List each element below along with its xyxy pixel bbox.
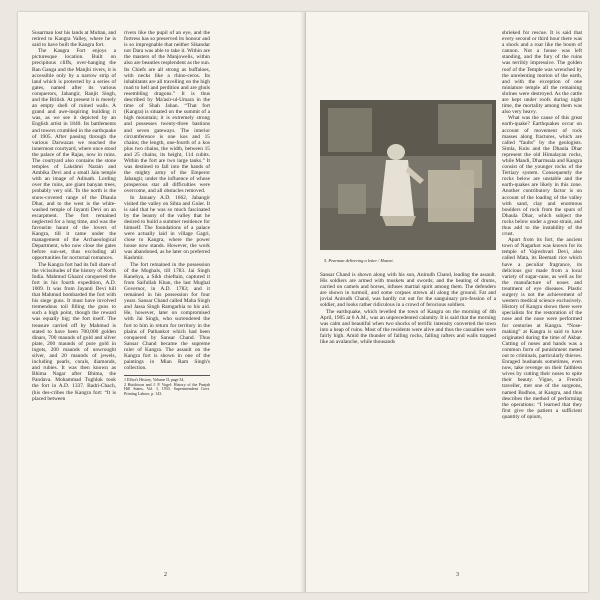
right-column-top <box>502 30 582 570</box>
paragraph: Susarman lost his lands at Multan, and retired to Kangra Valley, where he is said to have built the Kangra fort. <box>32 30 116 49</box>
paragraph: The Kangra fort had its full share of the vicissitudes of the history of North India. Mahmud Ghazni conquered the fort in his fourth expedition, A.D. 1009. It was from Jayanti Devi hill that Mahmud bombarded the fort with his siege guns. It must have involved tremendous toil filling the guns to such a high point, though the reward was equally big; the fort itself. The treasure carried off by Mahmud is stated to have been 700,000 golden dinars, 700 maunds of gold and silver plate, 200 maunds of pure gold in ingots, 200 maunds of unwrought silver, and 20 maunds of jewels, including pearls, corals, diamonds, and rubies. It was then known as Bhima Nagar after Bhima, the Pandava. Mohammad Tughluk took the fort in A.D. 1337. Badri-Chach, (his des-cribes the Kangra fort: “It is placed between <box>32 261 116 402</box>
left-column-2 <box>124 30 210 570</box>
right-page <box>306 12 588 592</box>
paragraph: Sansar Chand is shown along with his son, Anirudh Chand, leading the assault. His soldiers are armed with muskets and swords; and the beating of drums, carried on camels and horses, infuses martial spirit among them. The defenders are shown in turmoil, and some corpses strewn all along the ground. Fat and jovial Anirudh Chand, was hardly cut out for the sanguinary pro-fession of a soldier, and looks rather ridiculous in a crowd of ferocious soldiers. <box>320 272 496 309</box>
paragraph: Apart from its fort, the ancient town of Nagarkot was known for its temple of Vajreshvari Devi, also called Mata, its Beemati rice which have a peculiar fragrance, its delicious gur made from a local variety of sugar-cane, as well as for the manufacture of noses and treatment of eye diseases. Plastic surgery is not the achievement of western medical science exclusively. History of Kangra shows there were specialists for the restoration of the nose and the nose were performed for centuries at Kangra. “Nose-making” at Kangra is said to have originated during the time of Akbar. Cutting of noses and hands was a common form of punishment meted out to criminals, particularly thieves. Enraged husbands sometimes, even now, take revenge on their faithless wives by cutting their noses to spite their beauty. Vigne, a French traveller, met one of the surgeons, named Budhoo, at Kangra, and thus describes the method of performing the operations: “I learned that they first give the patient a sufficient quantity of opium, <box>502 237 582 420</box>
footnote: 2 Hutchison and J. P. Vogel: History of the Punjab Hill States, Vol. I, 1933. Superintendent Govt. Printing Lahore, p. 143. <box>124 381 210 397</box>
paragraph: rivers like the pupil of an eye, and the fortress has so preserved its honour and is so impregnable that neither Sikandar nor Dara was able to take it. Within are the masters of the Manjowelis, within also are beauties resplendent as the sun. Its Chiefs are all strong as buffaloes, with necks like a rhino-ceros. Its inhabitants are all travelling on the high road to hell and perdition and are ghuls resembling dragons.” It is thus described by Ma'asir-ul-Umara in the time of Shah Jahan. “That fort (Kangra) is situated on the summit of a high mountain; it is extremely strong and possesses twenty-three bastions and seven gateways. The interior circumference is one kos and 15 chains; the length, one-fourth of a kos plus two chains, the width, between 15 and 25 chains, its height, 114 cubits. Within the fort are two large tanks.” It was destined to fall into the hands of the mighty army of the Emperor Jahangir, under the influence of whose prosperous star all difficulties were overcome, and all obstacles removed. <box>124 30 210 195</box>
painting-plate <box>320 100 496 250</box>
page-number: 2 <box>164 572 167 578</box>
right-column-bottom-left <box>320 272 496 572</box>
plate-caption: 5. Pearman delivering a letter / Hazari. <box>324 258 394 263</box>
footnote: 1 Elliot's History, Volume II, page 34. <box>124 377 185 383</box>
left-column-1 <box>32 30 116 570</box>
paragraph: The earthquake, which levelled the town of Kangra on the morning of 4th April, 1905 at 6 A.M., was an unprecedented calamity. It is said that the morning was calm and beautiful when two shocks of terrific intensity converted the town into a heap of ruins. Most of the residents were alive and thus the casualties were fairly high. Amid the thunder of falling rocks, falling rafters and walls trapped like an avalanche, while thousands <box>320 308 496 346</box>
page-number: 3 <box>456 572 459 578</box>
paragraph: The fort remained in the possession of the Mughals, till 1783. Jai Singh Kanehya, a Sikh chieftain, captured it from Saifullah Khan, the last Mughal Governor, in A.D. 1783; and it remained in his possession for four years. Sansar Chand called Maha Singh and Jassa Singh Ramgarhia to his aid. He, however, later on compromised with Jai Singh, who surrendered the fort to him in return for territory in the plains of Pathankot which had been conquered by Sansar Chand. Thus Sansar Chand became the supreme ruler of Kangra. The assault on the Kangra fort is shown in one of the paintings in Mian Ram Singh's collection. <box>124 261 210 372</box>
painting-illustration <box>320 100 496 250</box>
left-page <box>18 12 306 592</box>
paragraph: shrieked for rescue. It is said that every second or third hour there was a shock and a roar like the boom of cannon. Not a house was left standing, and the fury of the ruins was terribly impressive. The golden roof of the Temple was wrenched by the unrelenting motion of the earth, and with the exception of one miniature temple all the remaining shrines were destroyed. As the cattle are kept under roofs during night time, the mortality among them was also very heavy. <box>502 30 582 116</box>
paragraph: What was the cause of this great earth-quake? Earthquakes occur on account of movement of rock masses along fractures, which are called “faults” by the geologists. Simla, Kulu and the Dhaula Dhar represent the old Himalayan rocks, while Mandi, Dharmsala and Kangra consist of the younger rocks of the Tertiary system. Consequently the rocks below are unstable and the earth-quakes are likely in this zone. Another contributory factor is on account of the loading of the valley with sand, clay and enormous boulders of rock from the spurs of Dhaula Dhar, which subject the rocks below under a great strain, and thus add to the instability of the crust. <box>502 115 582 238</box>
footnotes <box>124 375 210 396</box>
paragraph: The Kangra Fort enjoys a picturesque location. Built on precipitous cliffs, over-hanging the Ban Ganga and the Manjhi rivers, it is accessible only by a narrow strip of land which is protected by a series of gates, named after its various conquerors, Jahangir, Ranjit Singh, and the British. At present it is merely an empty shell of ruined walls. A grand and awe-inspiring building it was, as we see it depicted by an English artist in 1840. Its battlements and towers crumbled in the earthquake of 1905. After passing through the various Darwazas we reached the innermost courtyard, where once stood the palace of the Rajas, now in ruins. The courtyard also contains the stone temples of Lakshmi Narain and Ambika Devi and a small Jain temple with an image of Adinath. Lording over the ruins, are giant banyan trees, probably very old. To the north is the snow-covered range of the Dhaula Dhar, and to the west is the white-washed temple of Jayanti Devi on an escarpment. The fort remained neglected for a long time, and was the favourite haunt of the lovers of Kangra, till it came under the management of the Archaeological Department, who now close the gates before sun-set, thus excluding all opportunities for nocturnal romances. <box>32 48 116 262</box>
paragraph: In January A.D. 1662, Jahangir visited the valley on Sihta and Guler. It is said that he was so much fascinated by the beauty of the valley that he desired to build a summer residence for himself. The foundations of a palace were actually laid in village Gagri, close to Kangra, where the power house now stands. However, the work was abandoned, as he later on preferred Kashmir. <box>124 194 210 262</box>
